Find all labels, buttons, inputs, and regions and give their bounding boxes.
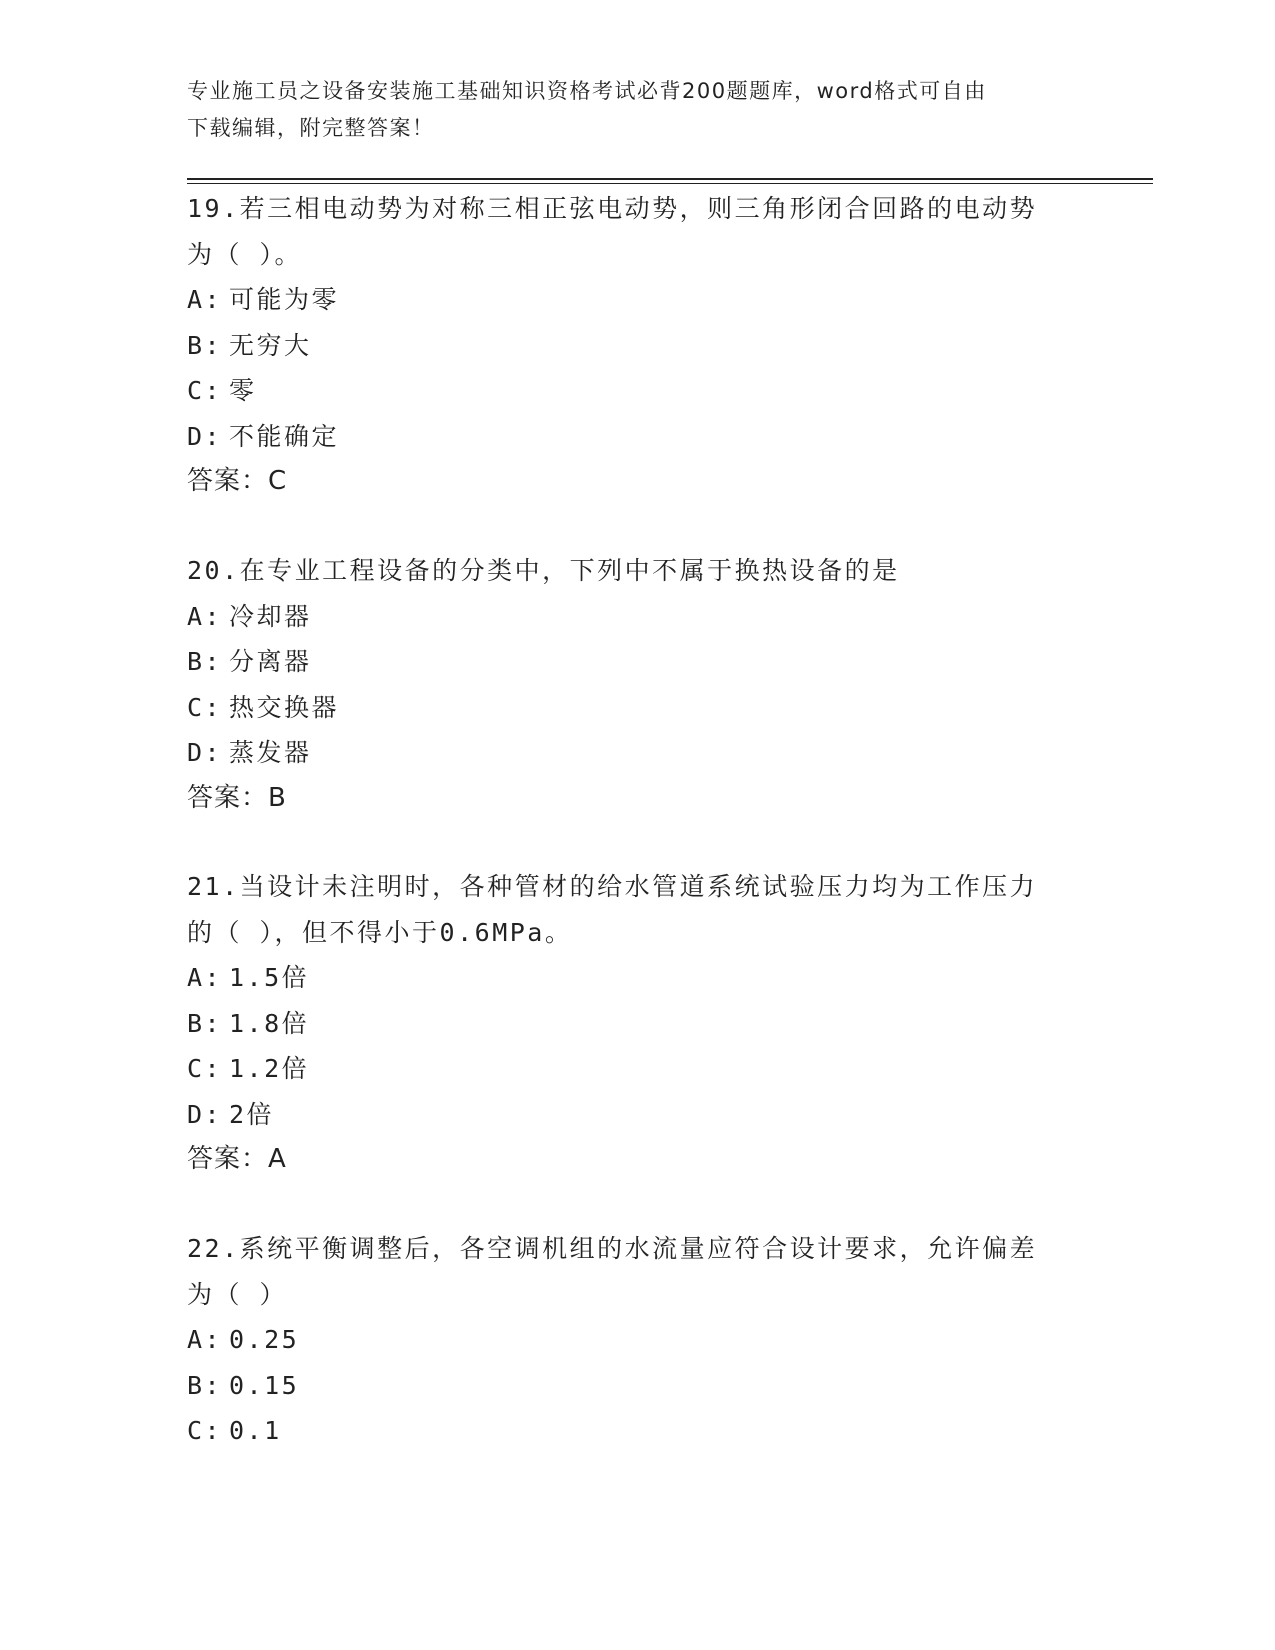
option-b	[187, 639, 1087, 685]
header-line-2: 下载编辑，附完整答案！	[187, 116, 435, 140]
option-letter: C:	[187, 1054, 223, 1083]
option-a	[187, 277, 1087, 323]
option-letter: B:	[187, 647, 223, 676]
option-text: 0.1	[229, 1416, 282, 1445]
option-c	[187, 1408, 1087, 1454]
option-letter: B:	[187, 1370, 223, 1400]
option-text: 零	[229, 376, 257, 405]
header-divider-thick	[187, 178, 1153, 180]
question-text: 为（ ）	[187, 1279, 288, 1309]
question-text: 的（ ），但不得小于0.6MPa。	[187, 917, 573, 947]
option-text: 0.25	[229, 1325, 300, 1354]
option-letter: B:	[187, 1008, 223, 1038]
option-d	[187, 1092, 1087, 1138]
option-letter: D:	[187, 1099, 223, 1129]
option-d	[187, 730, 1087, 776]
option-a	[187, 594, 1087, 640]
header-divider-thin	[187, 183, 1153, 184]
option-letter: D:	[187, 738, 223, 767]
option-a	[187, 1317, 1087, 1363]
option-text: 蒸发器	[229, 738, 312, 767]
option-c	[187, 1046, 1087, 1092]
option-c	[187, 368, 1087, 414]
option-b	[187, 1363, 1087, 1409]
option-text: 1.2倍	[229, 1054, 310, 1083]
option-letter: C:	[187, 376, 223, 405]
option-b	[187, 1001, 1087, 1047]
option-letter: B:	[187, 330, 223, 360]
option-text: 冷却器	[229, 601, 312, 631]
option-text: 1.5倍	[229, 963, 310, 992]
option-letter: A:	[187, 285, 223, 314]
question-22	[187, 1226, 1087, 1454]
option-letter: A:	[187, 963, 223, 992]
answer: 答案：A	[187, 1144, 287, 1174]
answer: 答案：B	[187, 782, 287, 813]
question-21	[187, 864, 1087, 1183]
option-letter: A:	[187, 601, 223, 631]
option-c	[187, 685, 1087, 731]
option-text: 1.8倍	[229, 1008, 310, 1038]
option-text: 2倍	[229, 1099, 275, 1129]
answer: 答案：C	[187, 466, 288, 496]
option-text: 不能确定	[229, 421, 340, 451]
option-text: 无穷大	[229, 330, 312, 360]
option-text: 可能为零	[229, 285, 340, 314]
option-d	[187, 414, 1087, 460]
question-text: 为（ ）。	[187, 239, 303, 269]
option-text: 热交换器	[229, 692, 340, 722]
question-text: 21.当设计未注明时，各种管材的给水管道系统试验压力均为工作压力	[187, 872, 1038, 901]
header-line-1: 专业施工员之设备安装施工基础知识资格考试必背200题题库，word格式可自由	[187, 79, 987, 103]
option-text: 分离器	[229, 647, 312, 676]
question-text: 19.若三相电动势为对称三相正弦电动势，则三角形闭合回路的电动势	[187, 194, 1038, 223]
question-text: 22.系统平衡调整后，各空调机组的水流量应符合设计要求，允许偏差	[187, 1234, 1038, 1263]
question-20	[187, 548, 1087, 821]
option-letter: D:	[187, 421, 223, 451]
option-b	[187, 323, 1087, 369]
question-19	[187, 186, 1087, 505]
option-text: 0.15	[229, 1370, 300, 1400]
option-letter: A:	[187, 1325, 223, 1354]
option-letter: C:	[187, 692, 223, 722]
question-text: 20.在专业工程设备的分类中，下列中不属于换热设备的是	[187, 556, 900, 585]
option-letter: C:	[187, 1416, 223, 1445]
page-header	[187, 73, 1067, 147]
option-a	[187, 955, 1087, 1001]
